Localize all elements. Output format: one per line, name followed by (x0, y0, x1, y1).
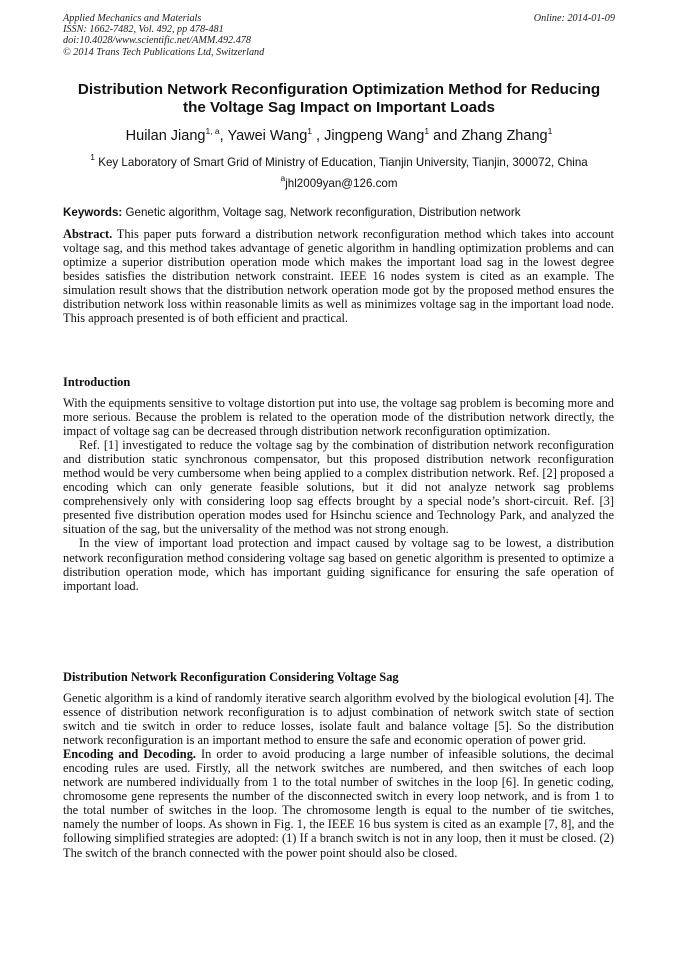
title-line-2: the Voltage Sag Impact on Important Loads (183, 99, 495, 116)
author-separator: and (429, 128, 462, 144)
journal-header (63, 13, 615, 58)
keywords-text: Genetic algorithm, Voltage sag, Network reconfiguration, Distribution network (122, 206, 521, 219)
author-superscript: 1, a (205, 126, 220, 136)
author-separator: , (219, 128, 228, 144)
journal-name: Applied Mechanics and Materials (63, 13, 202, 24)
section-heading-introduction: Introduction (63, 375, 131, 389)
abstract (63, 227, 614, 325)
affiliation (40, 150, 638, 170)
author-superscript: 1 (307, 126, 312, 136)
email-superscript: a (280, 173, 286, 183)
doi-line: doi:10.4028/www.scientific.net/AMM.492.478 (63, 35, 251, 47)
paragraph: Ref. [1] investigated to reduce the voltage sag by the combination of distribution network reconfiguration and distribution static synchronous compensator, but this proposed distribution network reconfiguration method would be very cumbersome when being applied to a complex distribution network. Ref. [2] proposed a encoding which can only generate feasible solutions, but it did not analyze network sag problems comprehensively only with considering loop sag effects brought by a special node’s short-circuit. Ref. [3] presented five distribution operation modes used for Hsinchu science and Technology Park, and analyzed the situation of the sag, but the universality of the method was not strong enough. (63, 438, 614, 537)
author-list (40, 122, 638, 145)
paragraph: With the equipments sensitive to voltage distortion put into use, the voltage sag problem is becoming more and more serious. Because the problem is related to the operation mode of the distribution network directly, the impact of voltage sag can be decreased through distribution network reconfiguration optimization. (63, 396, 614, 439)
keywords (63, 206, 615, 220)
abstract-text: This paper puts forward a distribution network reconfiguration method which takes into account voltage sag, and this method takes advantage of genetic algorithm in handling optimization problems and can optimize a superior distribution operation mode which makes the important load sag in the lowest degree besides satisfies the distribution network constraint. IEEE 16 nodes system is cited as an example. The simulation result shows that the distribution network operation mode got by the proposed method ensures the distribution network loss within reasonable limits as well as minimizes voltage sag in the important load node. This approach presented is of both efficient and practical. (63, 227, 614, 326)
author-name: Huilan Jiang (125, 128, 206, 144)
affiliation-superscript: 1 (90, 152, 95, 162)
affiliation-text: Key Laboratory of Smart Grid of Ministry of Education, Tianjin University, Tianjin, 300072, China (98, 156, 588, 169)
author-name: Yawei Wang (227, 128, 308, 144)
paragraph-text: In order to avoid producing a large number of infeasible solutions, the decimal encoding rules are used. Firstly, all the network switches are numbered, and then switches of each loop network are numbered individually from 1 to the total number of switches in the loop [6]. In genetic coding, chromosome gene represents the number of the disconnected switch in every loop network, and is from 1 to the total number of switches in the loop. The chromosome length is equal to the number of tie switches, namely the number of loops. As shown in Fig. 1, the IEEE 16 bus system is cited as an example [7, 8], and the following simplified strategies are adopted: (1) If a branch switch is not in any loop, then it must be closed. (2) The switch of the branch connected with the power point should also be closed. (63, 747, 615, 860)
abstract-label: Abstract. (63, 227, 113, 241)
author-email (40, 171, 638, 191)
title-line-1: Distribution Network Reconfiguration Optimization Method for Reducing (77, 81, 601, 98)
section-heading-reconfiguration: Distribution Network Reconfiguration Considering Voltage Sag (63, 670, 399, 684)
email-address: jhl2009yan@126.com (285, 177, 398, 190)
author-separator: , (312, 128, 325, 144)
author-name: Zhang Zhang (461, 128, 548, 144)
reconfiguration-body (63, 691, 614, 860)
online-date: Online: 2014-01-09 (533, 13, 615, 24)
paragraph (63, 747, 614, 859)
paragraph: In the view of important load protection and impact caused by voltage sag to be lowest, a distribution network reconfiguration method considering voltage sag based on genetic algorithm is presented to optimize a distribution operation mode, which has important guiding significance for ensuring the safe operation of important load. (63, 536, 614, 593)
keywords-label: Keywords: (63, 206, 123, 219)
author-superscript: 1 (547, 126, 553, 136)
introduction-body (63, 396, 614, 593)
issn-line: ISSN: 1662-7482, Vol. 492, pp 478-481 (63, 24, 224, 36)
copyright-line: © 2014 Trans Tech Publications Ltd, Switzerland (63, 46, 265, 58)
paragraph: Genetic algorithm is a kind of randomly iterative search algorithm evolved by the biological evolution [4]. The essence of distribution network reconfiguration is to adjust combination of network switch state of section switch and tie switch in order to reduce losses, isolate fault and balance voltage [5]. So the distribution network reconfiguration is an important method to ensure the safe and economic operation of power grid. (63, 691, 614, 748)
author-name: Jingpeng Wang (324, 128, 425, 144)
paper-title (50, 81, 628, 117)
subsection-label: Encoding and Decoding. (63, 747, 196, 762)
author-superscript: 1 (424, 126, 430, 136)
